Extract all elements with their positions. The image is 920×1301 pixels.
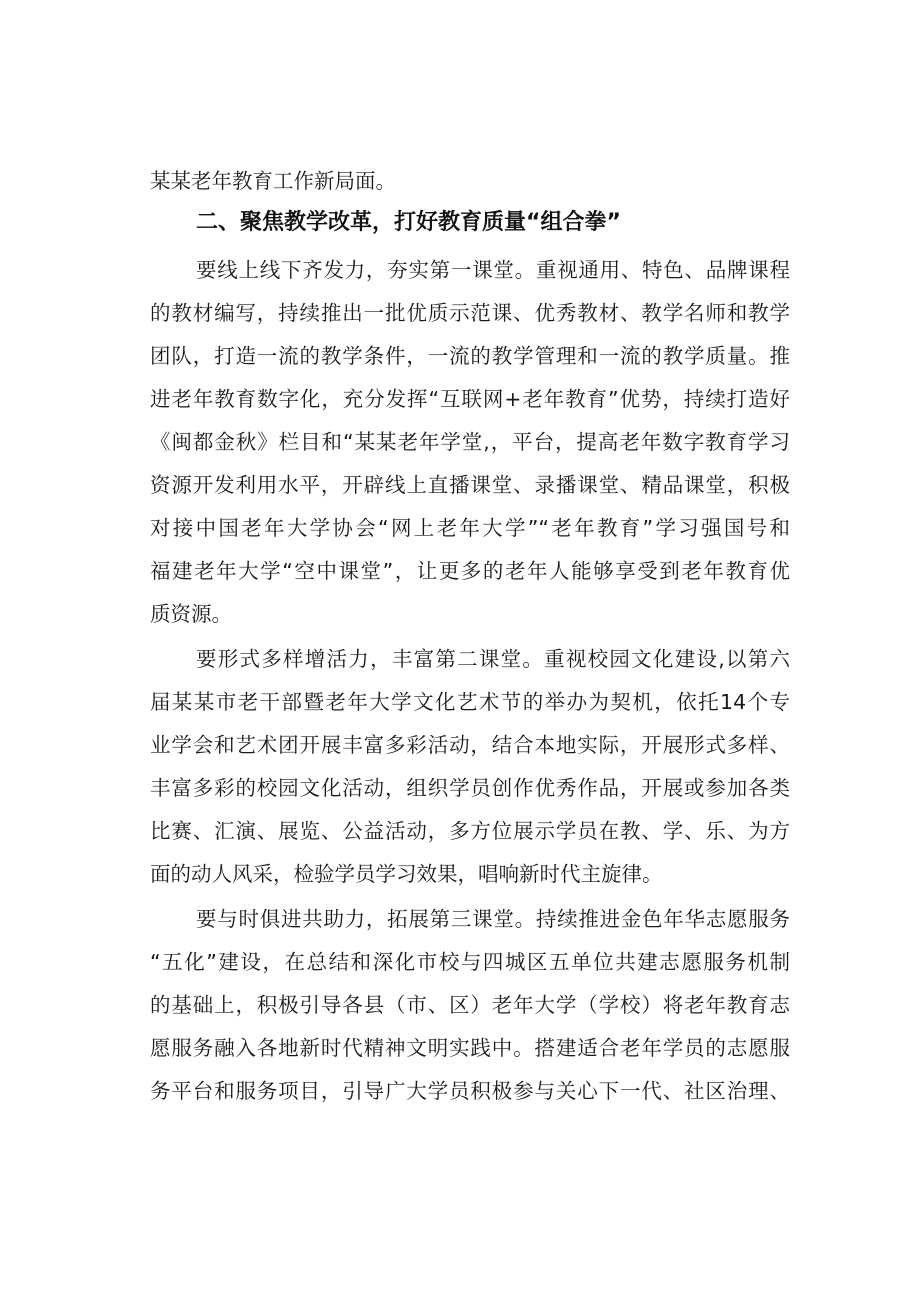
body-line: 务平台和服务项目，引导广大学员积极参与关心下一代、社区治理、	[150, 1079, 790, 1103]
body-line: 团队，打造一流的教学条件，一流的教学管理和一流的教学质量。推	[150, 344, 790, 368]
body-line: “五化”建设，在总结和深化市校与四城区五单位共建志愿服务机制	[150, 950, 790, 974]
body-line: 愿服务融入各地新时代精神文明实践中。搭建适合老年学员的志愿服	[150, 1036, 790, 1060]
body-line: 业学会和艺术团开展丰富多彩活动，结合本地实际，开展形式多样、	[150, 733, 790, 757]
section-heading: 二、聚焦教学改革，打好教育质量“组合拳”	[196, 210, 621, 235]
body-line: 要形式多样增活力，丰富第二课堂。重视校园文化建设,以第六	[196, 647, 790, 671]
body-line: 比赛、汇演、展览、公益活动，多方位展示学员在教、学、乐、为方	[150, 819, 790, 843]
body-line: 丰富多彩的校园文化活动，组织学员创作优秀作品，开展或参加各类	[150, 776, 790, 800]
body-line: 进老年教育数字化，充分发挥“互联网+老年教育”优势，持续打造好	[150, 387, 790, 411]
body-line: 某某老年教育工作新局面。	[150, 169, 396, 193]
body-line: 面的动人风采，检验学员学习效果，唱响新时代主旋律。	[150, 862, 663, 886]
body-line: 的基础上，积极引导各县（市、区）老年大学（学校）将老年教育志	[150, 993, 790, 1017]
body-line: 资源开发利用水平，开辟线上直播课堂、录播课堂、精品课堂，积极	[150, 473, 790, 497]
body-line: 《闽都金秋》栏目和“某某老年学堂,，平台，提高老年数字教育学习	[150, 430, 790, 454]
body-line: 福建老年大学“空中课堂”，让更多的老年人能够享受到老年教育优	[150, 559, 790, 583]
body-line: 质资源。	[150, 602, 232, 626]
body-line: 届某某市老干部暨老年大学文化艺术节的举办为契机，依托14个专	[150, 690, 790, 714]
body-line: 对接中国老年大学协会“网上老年大学”“老年教育”学习强国号和	[150, 516, 790, 540]
body-line: 要与时俱进共助力，拓展第三课堂。持续推进金色年华志愿服务	[196, 907, 790, 931]
body-line: 的教材编写，持续推出一批优质示范课、优秀教材、教学名师和教学	[150, 301, 790, 325]
body-line: 要线上线下齐发力，夯实第一课堂。重视通用、特色、品牌课程	[196, 258, 790, 282]
